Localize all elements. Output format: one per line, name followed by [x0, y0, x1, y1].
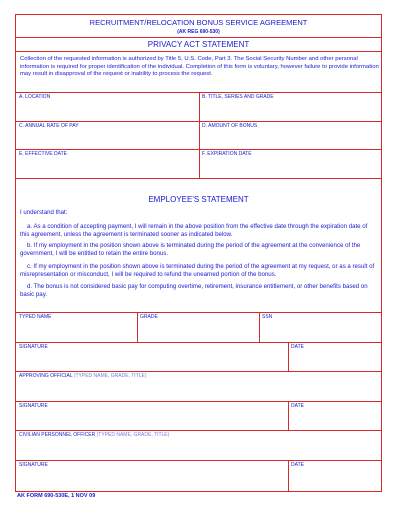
divider: [16, 37, 381, 38]
effective-date-label: E. EFFECTIVE DATE: [19, 151, 67, 157]
statement-item-c: c. If my employment in the position shown above is terminated during the period of the agreement at my request, or as a result of misrepresentation or misconduct, I will be required to refund the unearned portion of the bonus.: [20, 263, 375, 278]
title-series-grade-field[interactable]: [200, 92, 382, 121]
cpo-field[interactable]: [16, 430, 382, 460]
statement-item-b: b. If my employment in the position shown above is terminated during the period of the agreement at the convenience of the government, I will be entitled to retain the entire bonus.: [20, 242, 361, 257]
amount-bonus-field[interactable]: [200, 121, 382, 149]
ssn-field[interactable]: [260, 312, 382, 342]
approving-signature-label: SIGNATURE: [19, 403, 48, 409]
statement-item-a: a. As a condition of accepting payment, I will remain in the above position from the effective date through the expiration date of this agreement, unless the agreement is terminated sooner as indicated below.: [20, 223, 368, 238]
employee-signature-field[interactable]: [16, 342, 288, 371]
form-number: AK FORM 690-530E, 1 NOV 09: [17, 493, 96, 499]
approving-official-title: APPROVING OFFICIAL: [19, 373, 73, 379]
approving-official-field[interactable]: [16, 371, 382, 401]
approving-date-field[interactable]: [289, 401, 382, 430]
grade-label: GRADE: [140, 314, 158, 320]
cpo-signature-label: SIGNATURE: [19, 462, 48, 468]
employee-signature-label: SIGNATURE: [19, 344, 48, 350]
approving-official-sub: (TYPED NAME, GRADE, TITLE): [73, 373, 147, 379]
cpo-date-label: DATE: [291, 462, 304, 468]
typed-name-field[interactable]: [16, 312, 137, 342]
amount-bonus-label: D. AMOUNT OF BONUS: [202, 123, 258, 129]
annual-rate-label: C. ANNUAL RATE OF PAY: [19, 123, 79, 129]
cpo-signature-field[interactable]: [16, 460, 288, 491]
divider: [16, 178, 381, 179]
form-frame: [15, 14, 382, 492]
title-series-grade-label: B. TITLE, SERIES AND GRADE: [202, 94, 274, 100]
annual-rate-field[interactable]: [16, 121, 199, 149]
form-title: RECRUITMENT/RELOCATION BONUS SERVICE AGREEMENT: [89, 18, 308, 27]
employee-date-label: DATE: [291, 344, 304, 350]
statement-item-d: d. The bonus is not considered basic pay for computing overtime, retirement, insurance entitlement, or other benefits based on basic pay.: [20, 283, 368, 298]
cpo-sub: (TYPED NAME, GRADE, TITLE): [96, 432, 170, 438]
expiration-date-field[interactable]: [200, 149, 382, 178]
cpo-title: CIVILIAN PERSONNEL OFFICER: [19, 432, 96, 438]
location-label: A. LOCATION: [19, 94, 51, 100]
grade-field[interactable]: [138, 312, 259, 342]
statement-intro: I understand that:: [20, 209, 68, 216]
statement-heading: EMPLOYEE'S STATEMENT: [148, 195, 249, 204]
effective-date-field[interactable]: [16, 149, 199, 178]
privacy-text: Collection of the requested information is authorized by Title 5, U.S. Code, Part 3. The Social Security Number and other personal information is required for proper identification of the individual. Completion of this form is voluntary, however failure to provide information may result in disapproval of the request or inability to process the request.: [20, 56, 379, 78]
approving-signature-field[interactable]: [16, 401, 288, 430]
privacy-heading: PRIVACY ACT STATEMENT: [147, 40, 250, 49]
divider: [16, 51, 381, 52]
form-regulation: (AK REG 690-530): [177, 29, 220, 35]
approving-date-label: DATE: [291, 403, 304, 409]
employee-date-field[interactable]: [289, 342, 382, 371]
expiration-date-label: F. EXPIRATION DATE: [202, 151, 252, 157]
typed-name-label: TYPED NAME: [19, 314, 52, 320]
location-field[interactable]: [16, 92, 199, 121]
cpo-date-field[interactable]: [289, 460, 382, 491]
ssn-label: SSN: [262, 314, 273, 320]
